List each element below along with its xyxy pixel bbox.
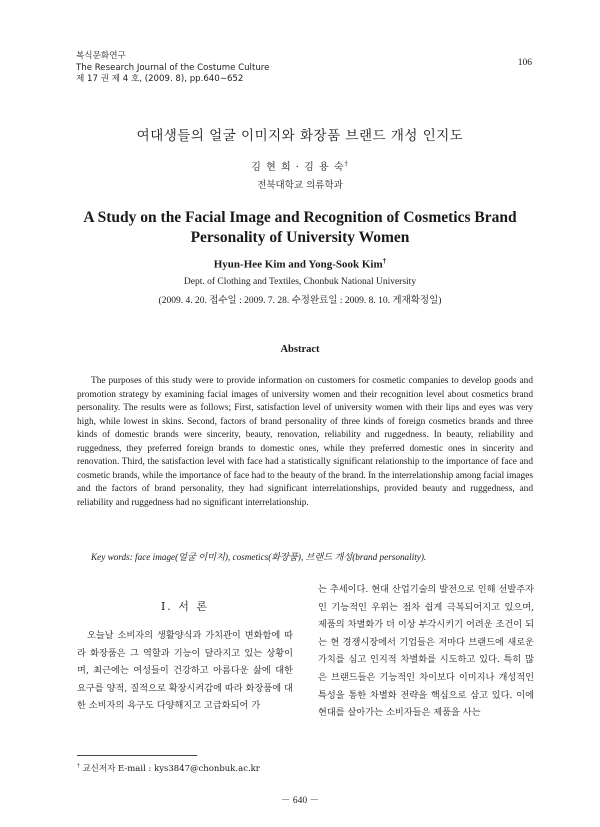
english-author-names: Hyun-Hee Kim and Yong-Sook Kim [213,258,383,271]
english-title: A Study on the Facial Image and Recognition of Cosmetics Brand Personality of University Women [83,209,517,246]
abstract-heading: Abstract [280,344,320,355]
journal-header [76,51,269,86]
english-corresponding-mark: † [382,257,387,265]
header-page-number: 106 [517,58,532,68]
corresponding-author-mark: † [344,159,349,168]
english-authors [0,257,600,271]
journal-name-english: The Research Journal of the Costume Culture [76,62,270,73]
section-heading-introduction: Ⅰ. 서 론 [160,600,210,613]
korean-affiliation: 전북대학교 의류학과 [257,180,343,191]
korean-title: 여대생들의 얼굴 이미지와 화장품 브랜드 개성 인지도 [136,128,464,144]
footer-page-number: － 640 － [280,796,319,806]
korean-author-names: 김 현 희 · 김 용 숙 [251,162,345,173]
footnote-divider [77,755,197,756]
korean-authors [0,158,600,173]
footnote [77,762,260,774]
journal-volume: 제 17 권 제 4 호, (2009. 8), pp.640∼652 [76,74,244,84]
footnote-text: 교신저자 E-mail : kys3847@chonbuk.ac.kr [79,764,260,774]
submission-dates: (2009. 4. 20. 접수일 : 2009. 7. 28. 수정완료일 : 2009. 8. 10. 게재확정일) [158,296,442,306]
body-right-column: 는 추세이다. 현대 산업기술의 발전으로 인해 선발주자인 기능적인 우위는 점차 쉽게 극복되어지고 있으며, 제품의 차별화가 더 이상 부각시키기 어려운 조건이 되는 현 경쟁시장에서 기업들은 저마다 브랜드에 새로운 가치를 심고 인지적 차별화를 시도하고 있다. 특히 많은 브랜드들은 기능적인 차이보다 이미지나 개성적인 특성을 통한 차별화 전략을 핵심으로 삼고 있다. 이에 현대를 살아가는 소비자들은 제품을 사는 [318,584,534,719]
footnote-marker: † [77,763,80,770]
body-left-column: 오늘날 소비자의 생활양식과 가치관이 변화함에 따라 화장품은 그 역할과 기능이 달라지고 있는 상황이며, 최근에는 여성들이 건강하고 아름다운 삶에 대한 요구를 양적, 질적으로 확장시켜감에 따라 화장품에 대한 소비자의 욕구도 다양해지고 고급화되어 가 [77,630,293,712]
abstract-text: The purposes of this study were to provide information on customers for cosmetic companies to develop goods and promotion strategy by examining facial images of university women and their recognition level about cosmetics brand personality. The results were as follows; First, satisfaction level of university women with their lips and eyes was very high, while lowest in skins. Second, factors of brand personality of three kinds of foreign cosmetics brands and three kinds of domestic brands were sincerity, beauty, renovation, reliability and ruggedness. In beauty, reliability and ruggedness, they preferred foreign brands to domestic ones, while they preferred domestic ones in sincerity and renovation. Third, the satisfaction level with face had a statistically significant relationship to the importance of face and cosmetic brands, while the importance of face had to the beauty of the brand. In the interrelationship among facial images and the factors of brand personality, they had significant interrelationships, provided beauty and ruggedness, and reliability and ruggedness had no significant interrelationship. [77,376,533,508]
journal-name-korean: 복식문화연구 [76,51,126,61]
keywords: Key words: face image(얼굴 이미지), cosmetics(화장품), 브랜드 개성(brand personality). [91,552,427,562]
english-affiliation: Dept. of Clothing and Textiles, Chonbuk National University [183,277,417,287]
